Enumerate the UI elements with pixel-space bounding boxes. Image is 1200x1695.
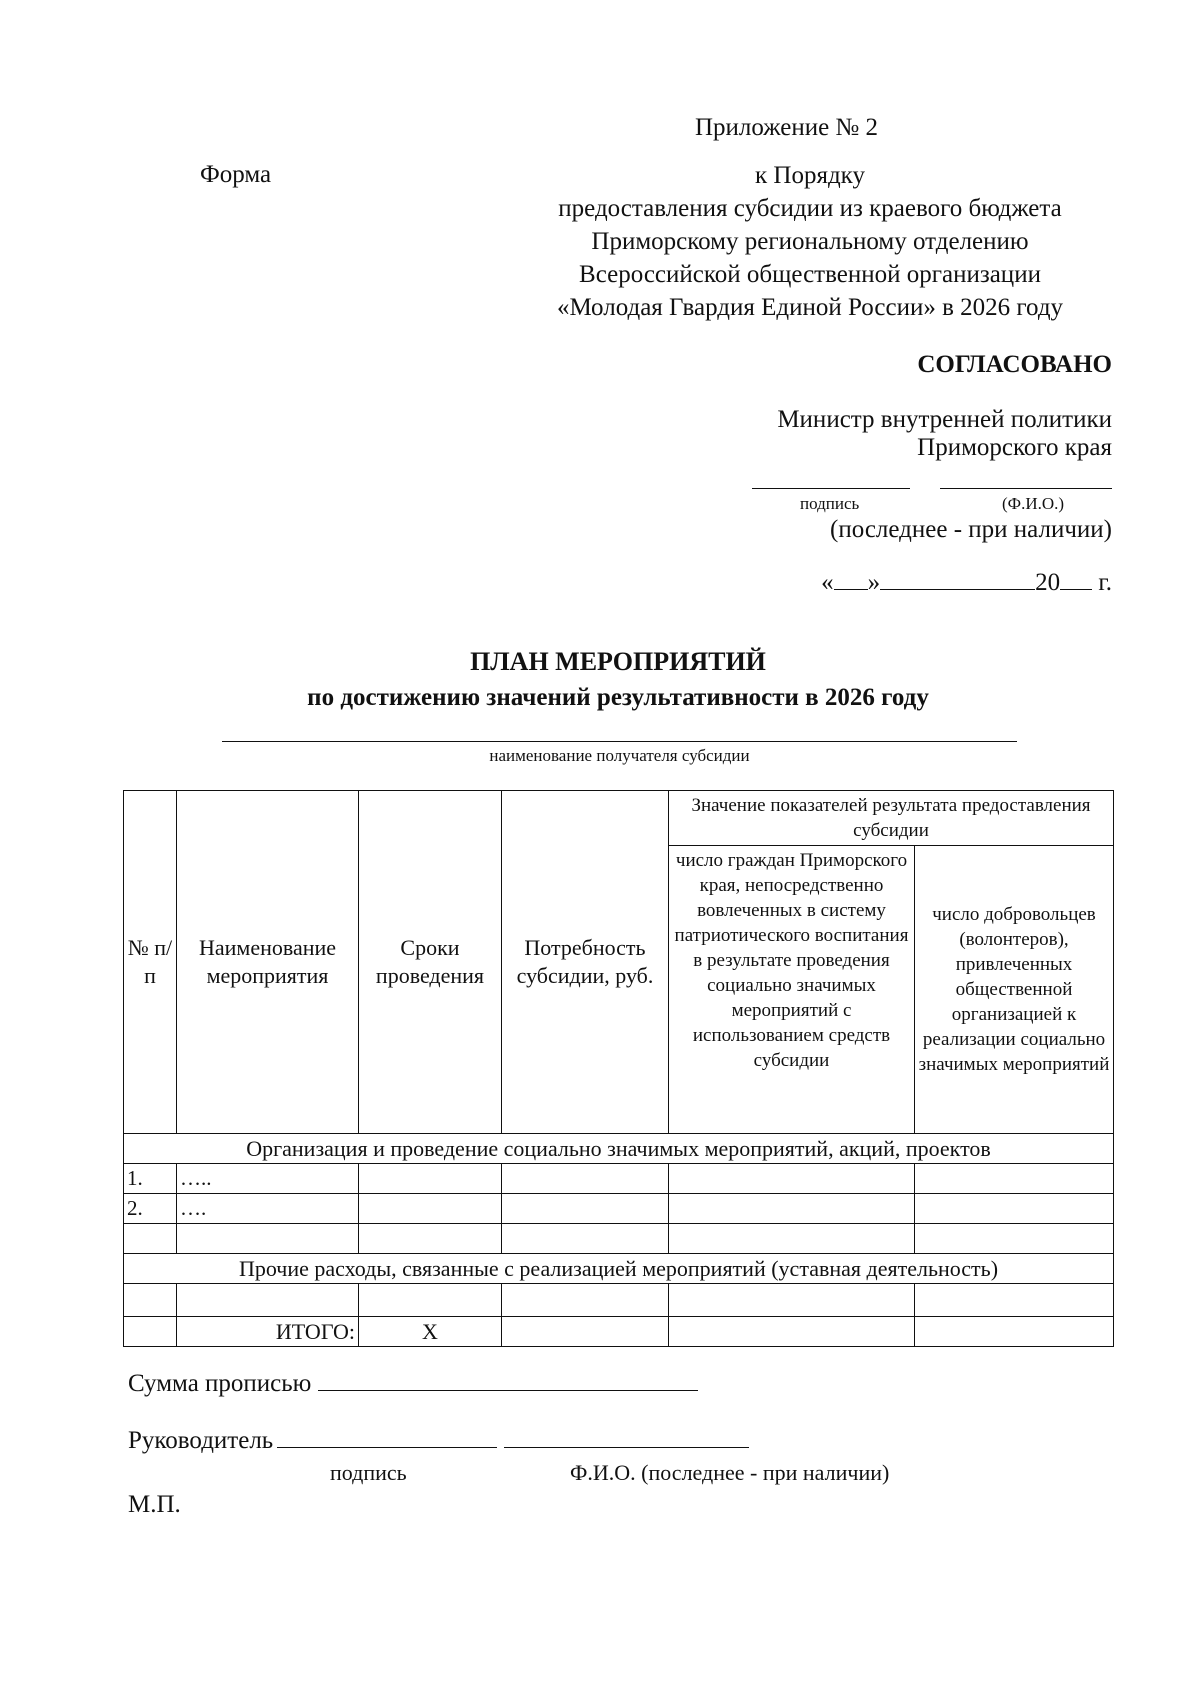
sum-line [318, 1368, 698, 1391]
plan-table [123, 790, 1114, 1347]
footer-sign-label: подпись [330, 1460, 407, 1485]
table-row [124, 1194, 1114, 1224]
row-name: …. [177, 1194, 359, 1224]
row-need-cell [502, 1194, 669, 1224]
row-indicator1-cell [669, 1164, 915, 1194]
header-indicators: Значение показателей результата предоставления субсидии [669, 791, 1114, 846]
table-row [124, 1284, 1114, 1317]
date-open-quote: « [821, 569, 834, 596]
header-dates: Сроки проведения [359, 791, 502, 1134]
order-line-1: предоставления субсидии из краевого бюджета [558, 195, 1062, 222]
recipient-label: наименование получателя субсидии [489, 746, 750, 765]
row-indicator1-cell [669, 1284, 915, 1317]
total-number-cell [124, 1317, 177, 1347]
row-need-cell [502, 1164, 669, 1194]
row-number: 1. [124, 1164, 177, 1194]
header-indicator-citizens: число граждан Приморского края, непосредственно вовлеченных в систему патриотического воспитания в результате проведения социально значимых мероприятий с использованием средств субсидии [669, 846, 915, 1134]
row-need-cell [502, 1284, 669, 1317]
row-number-cell [124, 1284, 177, 1317]
to-order-line: к Порядку [755, 162, 865, 189]
header-need: Потребность субсидии, руб. [502, 791, 669, 1134]
head-name-line [504, 1425, 749, 1448]
row-name-cell [177, 1284, 359, 1317]
form-label: Форма [200, 161, 272, 188]
footer-name-label: Ф.И.О. (последнее - при наличии) [570, 1460, 890, 1485]
order-line-4: «Молодая Гвардия Единой России» в 2026 году [556, 294, 1064, 321]
row-indicator2-cell [915, 1284, 1114, 1317]
row-need-cell [502, 1224, 669, 1254]
order-reference [505, 159, 1115, 324]
row-dates-cell [359, 1284, 502, 1317]
row-name: ….. [177, 1164, 359, 1194]
approval-name-label: (Ф.И.О.) [1002, 494, 1065, 513]
row-indicator1-cell [669, 1194, 915, 1224]
order-line-3: Всероссийской общественной организации [579, 261, 1041, 288]
plan-title: ПЛАН МЕРОПРИЯТИЙ [470, 647, 766, 676]
order-line-2: Приморскому региональному отделению [591, 228, 1029, 255]
header-indicator-volunteers: число добровольцев (волонтеров), привлеченных общественной организацией к реализации социально значимых мероприятий [915, 846, 1114, 1134]
row-indicator2-cell [915, 1194, 1114, 1224]
section-title-events: Организация и проведение социально значимых мероприятий, акций, проектов [124, 1134, 1114, 1164]
row-dates-cell [359, 1164, 502, 1194]
approval-signature-line [752, 488, 910, 489]
head-signature-line [277, 1425, 497, 1448]
approval-position-2: Приморского края [917, 434, 1112, 461]
sum-in-words [128, 1368, 698, 1399]
approval-name-line [940, 488, 1112, 489]
row-dates-cell [359, 1194, 502, 1224]
date-suffix: г. [1098, 569, 1112, 596]
row-number: 2. [124, 1194, 177, 1224]
stamp-place: М.П. [128, 1491, 181, 1518]
total-label: ИТОГО: [177, 1317, 359, 1347]
approval-sign-label: подпись [800, 494, 860, 513]
head-signature [128, 1425, 749, 1456]
total-indicator1-cell [669, 1317, 915, 1347]
total-indicator2-cell [915, 1317, 1114, 1347]
row-indicator1-cell [669, 1224, 915, 1254]
plan-subtitle: по достижению значений результативности в 2026 году [307, 684, 929, 711]
row-indicator2-cell [915, 1224, 1114, 1254]
date-year-blank [1060, 567, 1092, 590]
table-row [124, 1164, 1114, 1194]
header-no: № п/п [124, 791, 177, 1134]
row-dates-cell [359, 1224, 502, 1254]
approval-title: СОГЛАСОВАНО [917, 351, 1112, 378]
date-close-quote: » [867, 569, 881, 596]
sum-label: Сумма прописью [128, 1370, 312, 1397]
appendix-number: Приложение № 2 [695, 114, 879, 141]
date-month-blank [880, 567, 1035, 590]
table-row [124, 1224, 1114, 1254]
header-name: Наименование мероприятия [177, 791, 359, 1134]
row-name [177, 1224, 359, 1254]
head-label: Руководитель [128, 1427, 274, 1454]
approval-name-note: (последнее - при наличии) [830, 516, 1112, 543]
date-year-prefix: 20 [1035, 569, 1061, 596]
approval-position-1: Министр внутренней политики [777, 406, 1112, 433]
total-dates-x: Х [359, 1317, 502, 1347]
section-row [124, 1254, 1114, 1284]
date-day-blank [834, 567, 868, 590]
section-row [124, 1134, 1114, 1164]
table-header-row [124, 791, 1114, 846]
section-title-other: Прочие расходы, связанные с реализацией мероприятий (уставная деятельность) [124, 1254, 1114, 1284]
row-indicator2-cell [915, 1164, 1114, 1194]
row-number [124, 1224, 177, 1254]
approval-date [821, 567, 1112, 598]
recipient-line [222, 741, 1017, 742]
total-row [124, 1317, 1114, 1347]
total-need-cell [502, 1317, 669, 1347]
